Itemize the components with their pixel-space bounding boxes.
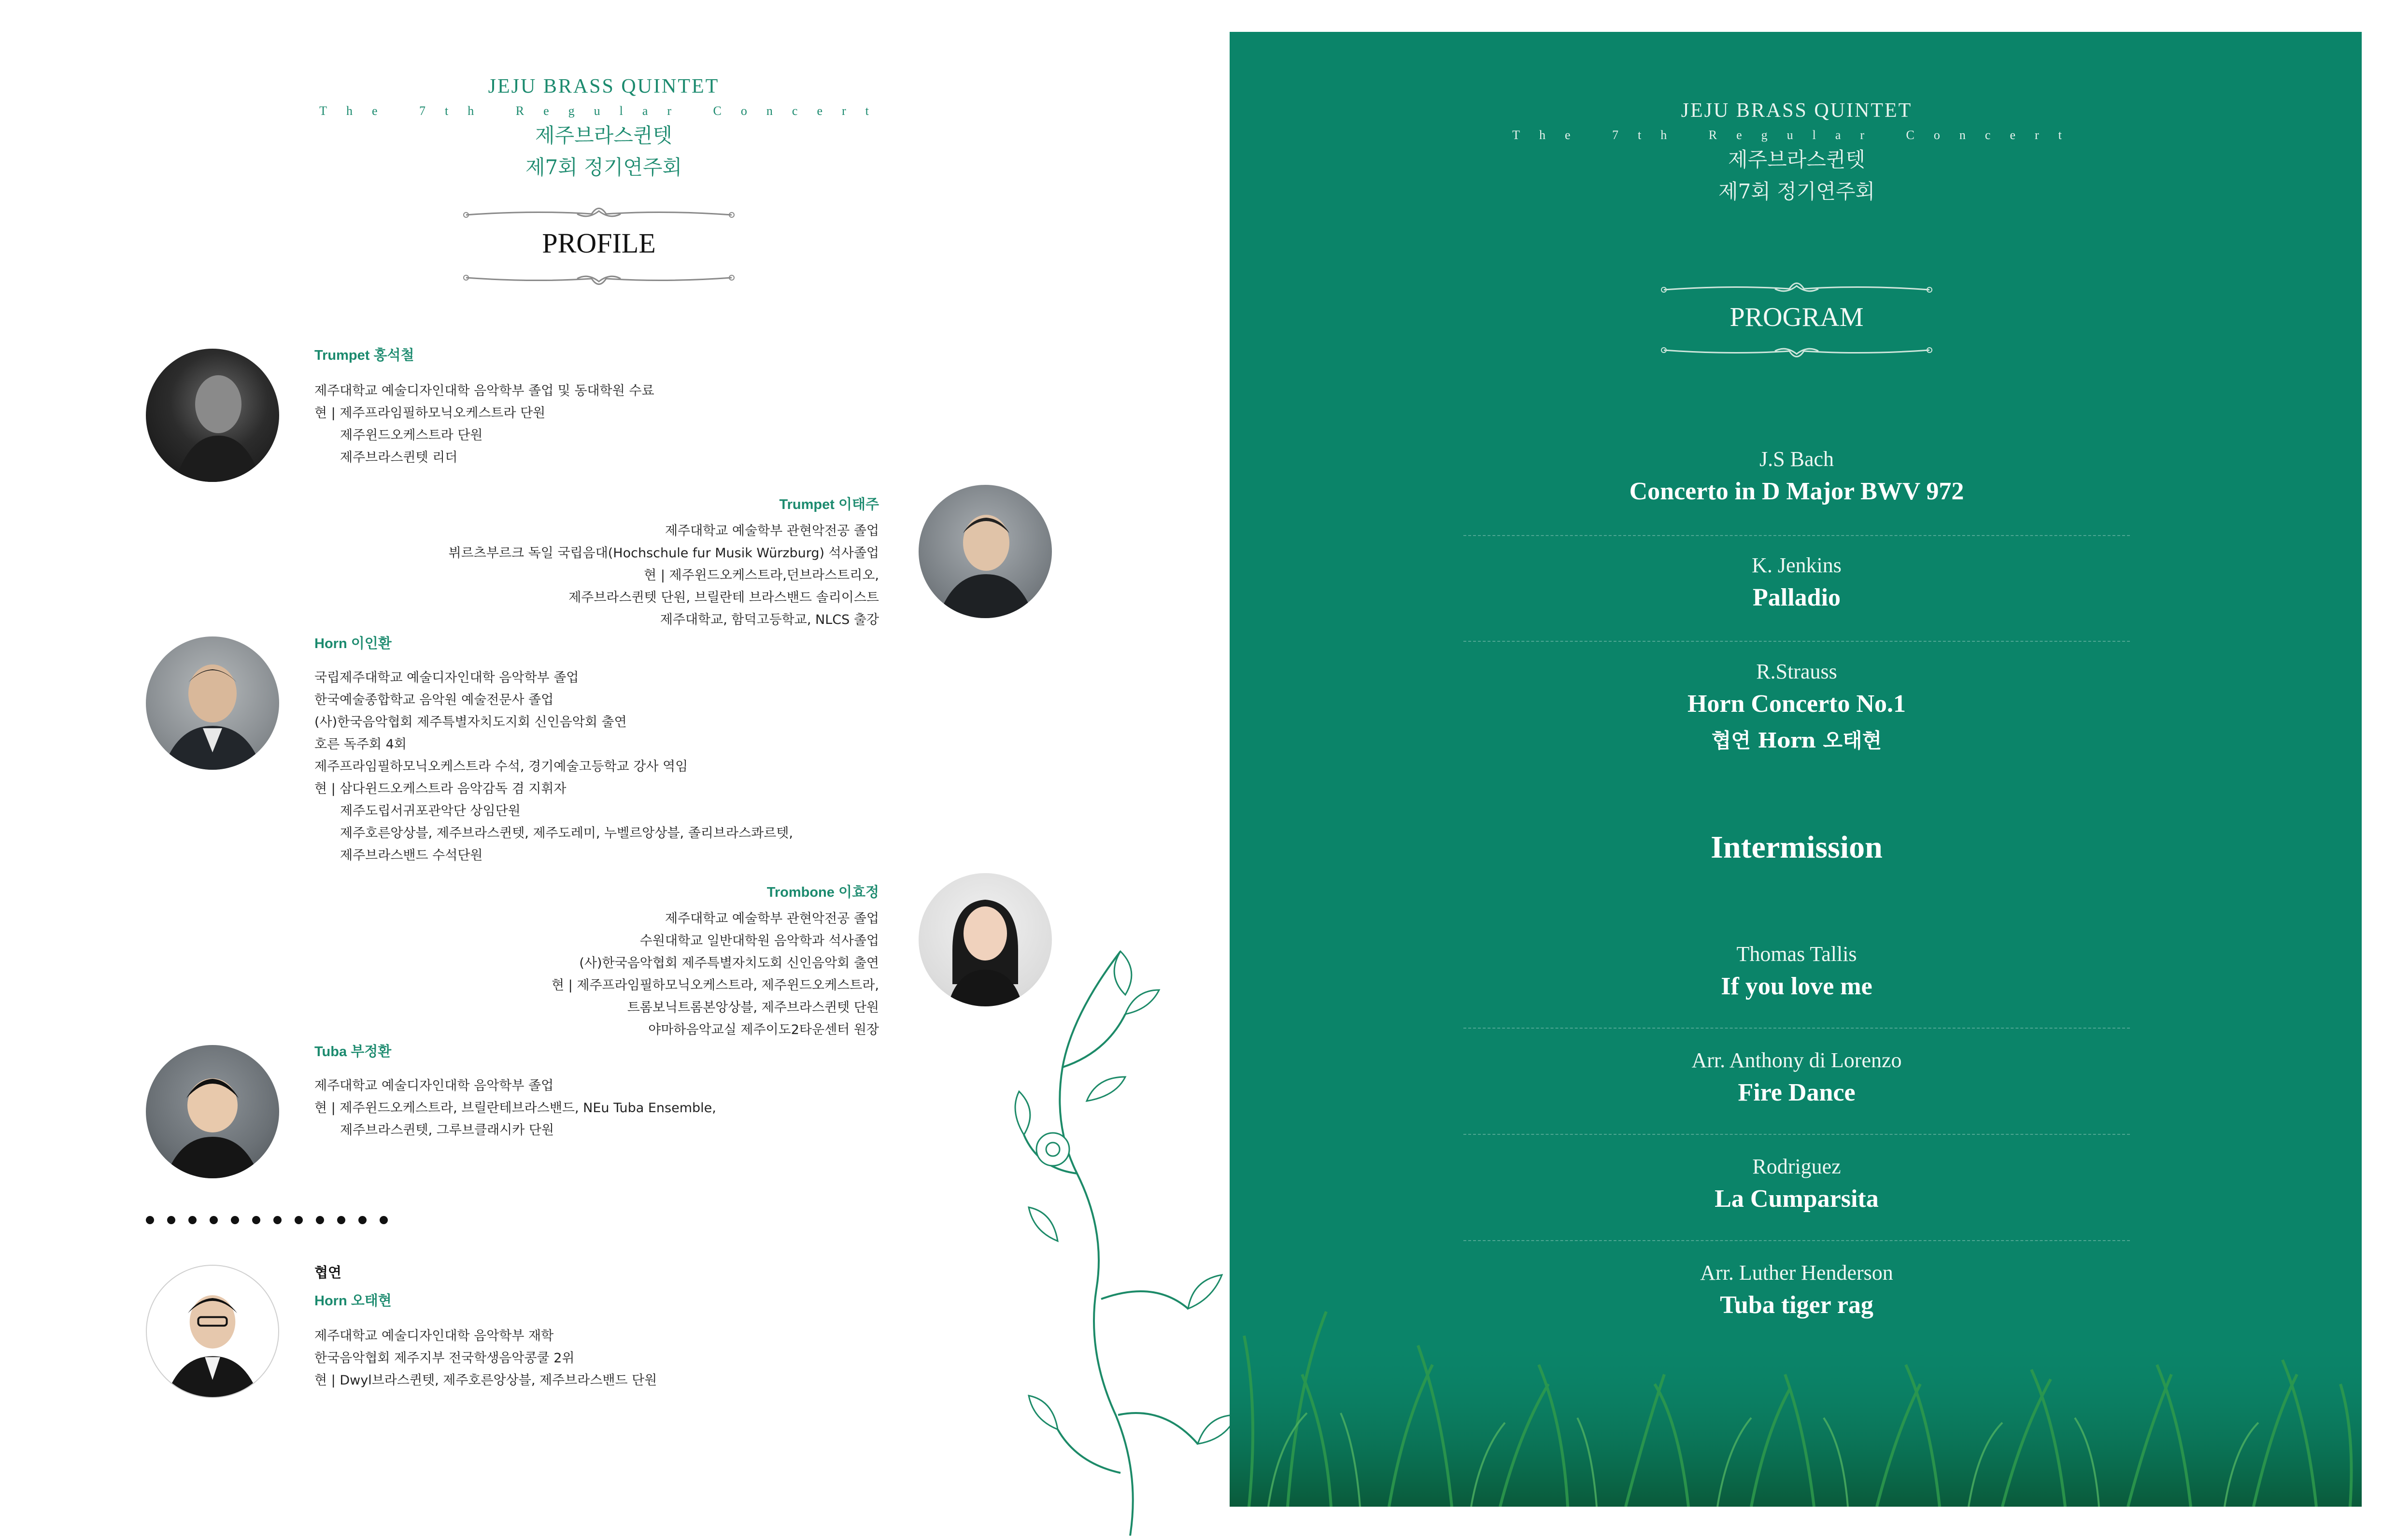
name: 부정환 bbox=[351, 1044, 392, 1060]
divider bbox=[1463, 1028, 2130, 1029]
guest-performer: 협연 Horn 오태현 bbox=[1711, 729, 1882, 752]
composer: R.Strauss bbox=[1756, 660, 1837, 683]
profile-body bbox=[338, 908, 879, 1041]
concert-title-ko: 제7회 정기연주회 bbox=[1718, 180, 1875, 203]
line: 국립제주대학교 예술디자인대학 음악학부 졸업 bbox=[314, 670, 579, 685]
profile-title: PROFILE bbox=[542, 227, 656, 259]
profile-body bbox=[314, 1325, 657, 1392]
profile-body bbox=[314, 667, 793, 867]
line: 현 | 제주윈드오케스트라,던브라스트리오, bbox=[644, 568, 879, 583]
instrument: Trombone bbox=[766, 885, 835, 900]
name: 홍석철 bbox=[373, 348, 414, 363]
line: 제주호른앙상블, 제주브라스퀸텟, 제주도레미, 누벨르앙상블, 졸리브라스콰르텟, bbox=[340, 826, 793, 841]
program-item bbox=[1463, 659, 2130, 754]
ornament-bottom-icon bbox=[1659, 336, 1934, 365]
intermission-label: Intermission bbox=[1711, 830, 1883, 865]
profile-body bbox=[314, 1075, 716, 1142]
divider bbox=[1463, 641, 2130, 642]
concert-title-en: The 7th Regular Concert bbox=[1512, 128, 2081, 142]
instrument: Horn bbox=[314, 1293, 347, 1309]
line: 야마하음악교실 제주이도2타운센터 원장 bbox=[648, 1022, 879, 1037]
line: (사)한국음악협회 제주특별자치도회 신인음악회 출연 bbox=[579, 956, 879, 971]
line: 제주대학교 예술학부 관현악전공 졸업 bbox=[665, 523, 879, 538]
line: 한국음악협회 제주지부 전국학생음악콩쿨 2위 bbox=[314, 1351, 575, 1366]
ensemble-name-ko: 제주브라스퀸텟 bbox=[535, 124, 672, 147]
line: 현 | 삼다윈드오케스트라 음악감독 겸 지휘자 bbox=[314, 781, 567, 796]
composer: Rodriguez bbox=[1752, 1155, 1841, 1178]
ensemble-name-ko: 제주브라스퀸텟 bbox=[1728, 148, 1865, 171]
left-header bbox=[309, 75, 898, 182]
line: 제주프라임필하모닉오케스트라 수석, 경기예술고등학교 강사 역임 bbox=[314, 759, 688, 774]
composer: Thomas Tallis bbox=[1736, 942, 1857, 966]
work-title: Fire Dance bbox=[1738, 1079, 1856, 1106]
program-item bbox=[1463, 1154, 2130, 1213]
profile-title-horn bbox=[314, 633, 392, 652]
line: 수원대학교 일반대학원 음악학과 석사졸업 bbox=[639, 933, 879, 948]
line: 제주브라스퀸텟, 그루브클래시카 단원 bbox=[340, 1123, 554, 1138]
avatar bbox=[146, 349, 279, 482]
profile-title-trumpet-1 bbox=[314, 344, 414, 364]
composer: J.S Bach bbox=[1759, 447, 1834, 471]
work-title: Tuba tiger rag bbox=[1720, 1291, 1873, 1319]
work-title: If you love me bbox=[1721, 973, 1872, 1000]
line: 현 | 제주프라임필하모닉오케스트라 단원 bbox=[314, 406, 546, 421]
program-item bbox=[1463, 553, 2130, 612]
line: 제주대학교 예술학부 관현악전공 졸업 bbox=[665, 911, 879, 926]
instrument: Horn bbox=[314, 636, 347, 651]
program-item bbox=[1463, 1048, 2130, 1107]
line: 제주도립서귀포관악단 상임단원 bbox=[340, 804, 521, 819]
line: 제주대학교 예술디자인대학 음악학부 졸업 및 동대학원 수료 bbox=[314, 383, 654, 398]
avatar bbox=[146, 636, 279, 770]
ornament-bottom-icon bbox=[461, 263, 737, 292]
work-title: Palladio bbox=[1752, 584, 1841, 611]
line: 제주대학교 예술디자인대학 음악학부 졸업 bbox=[314, 1078, 554, 1093]
instrument: Trumpet bbox=[779, 497, 835, 512]
program-item bbox=[1463, 942, 2130, 1001]
divider bbox=[1463, 1240, 2130, 1241]
name: 오태현 bbox=[351, 1293, 392, 1309]
profile-title-guest-horn bbox=[314, 1290, 392, 1310]
composer: Arr. Anthony di Lorenzo bbox=[1691, 1048, 1902, 1072]
avatar bbox=[146, 1045, 279, 1178]
name: 이인환 bbox=[351, 636, 392, 651]
ornament-top-icon bbox=[461, 200, 737, 229]
program-item bbox=[1463, 447, 2130, 506]
divider bbox=[1463, 1134, 2130, 1135]
program-title: PROGRAM bbox=[1730, 302, 1864, 332]
line: 뷔르츠부르크 독일 국립음대(Hochschule fur Musik Würzburg) 석사졸업 bbox=[448, 546, 879, 561]
instrument: Tuba bbox=[314, 1044, 347, 1060]
line: 현 | 제주프라임필하모닉오케스트라, 제주윈드오케스트라, bbox=[552, 978, 879, 993]
profile-body bbox=[314, 380, 654, 469]
work-title: La Cumparsita bbox=[1715, 1185, 1879, 1213]
right-header bbox=[1502, 99, 2091, 206]
work-title: Horn Concerto No.1 bbox=[1687, 690, 1906, 718]
avatar bbox=[146, 1265, 279, 1398]
line: 제주브라스밴드 수석단원 bbox=[340, 848, 483, 863]
instrument: Trumpet bbox=[314, 348, 370, 363]
line: 제주대학교 예술디자인대학 음악학부 재학 bbox=[314, 1328, 554, 1343]
ensemble-name: JEJU BRASS QUINTET bbox=[1681, 99, 1913, 122]
composer: Arr. Luther Henderson bbox=[1700, 1261, 1893, 1285]
name: 이효정 bbox=[838, 885, 879, 900]
intermission bbox=[1463, 823, 2130, 866]
concert-title-en: The 7th Regular Concert bbox=[319, 104, 888, 118]
guest-label: 협연 bbox=[314, 1264, 342, 1281]
work-title: Concerto in D Major BWV 972 bbox=[1629, 478, 1964, 505]
dotted-divider bbox=[146, 1216, 401, 1227]
line: 제주브라스퀸텟 단원, 브릴란테 브라스밴드 솔리이스트 bbox=[568, 590, 879, 605]
line: 호른 독주회 4회 bbox=[314, 737, 407, 752]
line: 제주윈드오케스트라 단원 bbox=[340, 428, 483, 443]
ornament-top-icon bbox=[1659, 275, 1934, 304]
profile-title-trumpet-2 bbox=[483, 494, 879, 513]
avatar bbox=[919, 485, 1052, 618]
line: 현 | Dwyl브라스퀸텟, 제주호른앙상블, 제주브라스밴드 단원 bbox=[314, 1373, 657, 1388]
profile-body bbox=[338, 520, 879, 631]
concert-title-ko: 제7회 정기연주회 bbox=[525, 155, 682, 179]
divider bbox=[1463, 535, 2130, 536]
line: 트롬보닉트롬본앙상블, 제주브라스퀸텟 단원 bbox=[627, 1000, 879, 1015]
program-item bbox=[1463, 1260, 2130, 1319]
line: 제주브라스퀸텟 리더 bbox=[340, 450, 458, 465]
ensemble-name: JEJU BRASS QUINTET bbox=[488, 75, 720, 98]
name: 이태주 bbox=[838, 497, 879, 512]
composer: K. Jenkins bbox=[1752, 553, 1842, 577]
line: 한국예술종합학교 음악원 예술전문사 졸업 bbox=[314, 692, 554, 707]
profile-title-tuba bbox=[314, 1041, 391, 1060]
line: 현 | 제주윈드오케스트라, 브릴란테브라스밴드, NEu Tuba Ensemble, bbox=[314, 1101, 716, 1116]
profile-title-trombone bbox=[483, 881, 879, 901]
line: 제주대학교, 함덕고등학교, NLCS 출강 bbox=[660, 612, 879, 627]
line: (사)한국음악협회 제주특별자치도지회 신인음악회 출연 bbox=[314, 715, 627, 730]
